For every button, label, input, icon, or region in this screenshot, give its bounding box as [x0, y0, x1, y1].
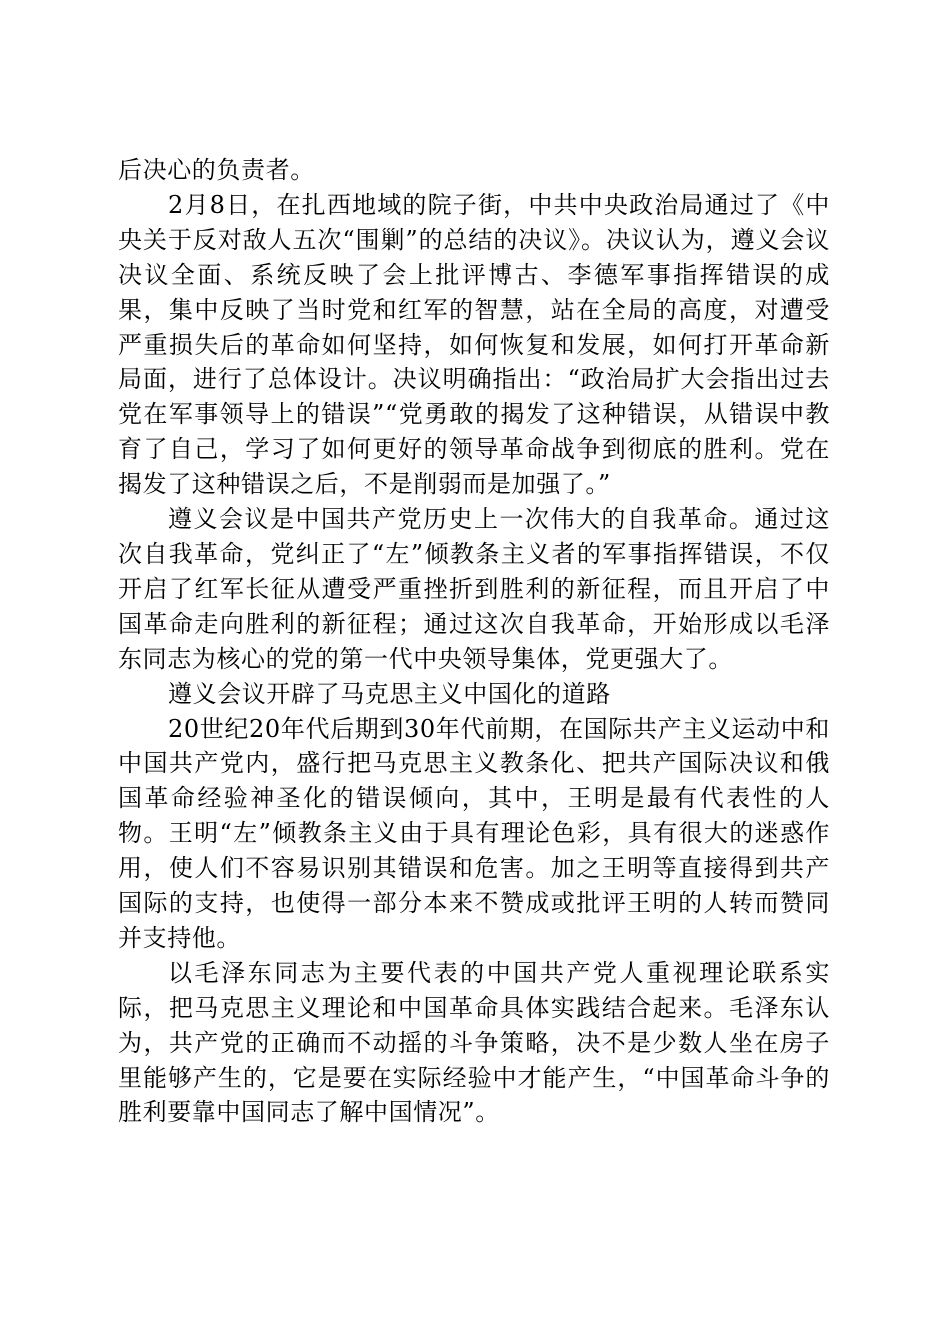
paragraph-theory-practice: 以毛泽东同志为主要代表的中国共产党人重视理论联系实际，把马克思主义理论和中国革命具体实践结合起来。毛泽东认为，共产党的正确而不动摇的斗争策略，决不是少数人坐在房子里能够产生的，它是要在实际经验中才能产生，“中国革命斗争的胜利要靠中国同志了解中国情况”。 — [118, 958, 830, 1127]
paragraph-dogmatism: 20世纪20年代后期到30年代前期，在国际共产主义运动中和中国共产党内，盛行把马克思主义教条化、把共产国际决议和俄国革命经验神圣化的错误倾向，其中，王明是最有代表性的人物。王明“左”倾教条主义由于具有理论色彩，具有很大的迷惑作用，使人们不容易识别其错误和危害。加之王明等直接得到共产国际的支持，也使得一部分本来不赞成或批评王明的人转而赞同并支持他。 — [118, 714, 830, 952]
paragraph-continuation: 后决心的负责者。 — [118, 156, 315, 184]
paragraph-self-revolution: 遵义会议是中国共产党历史上一次伟大的自我革命。通过这次自我革命，党纠正了“左”倾教条主义者的军事指挥错误，不仅开启了红军长征从遭受严重挫折到胜利的新征程，而且开启了中国革命走向胜利的新征程；通过这次自我革命，开始形成以毛泽东同志为核心的党的第一代中央领导集体，党更强大了。 — [118, 505, 830, 673]
document-body — [118, 153, 830, 1130]
paragraph-resolution: 2月8日，在扎西地域的院子街，中共中央政治局通过了《中央关于反对敌人五次“围剿”的总结的决议》。决议认为，遵义会议决议全面、系统反映了会上批评博古、李德军事指挥错误的成果，集中反映了当时党和红军的智慧，站在全局的高度，对遭受严重损失后的革命如何坚持，如何恢复和发展，如何打开革命新局面，进行了总体设计。决议明确指出：“政治局扩大会指出过去党在军事领导上的错误”“党勇敢的揭发了这种错误，从错误中教育了自己，学习了如何更好的领导革命战争到彻底的胜利。党在揭发了这种错误之后，不是削弱而是加强了。” — [118, 190, 830, 499]
section-heading: 遵义会议开辟了马克思主义中国化的道路 — [168, 679, 611, 708]
